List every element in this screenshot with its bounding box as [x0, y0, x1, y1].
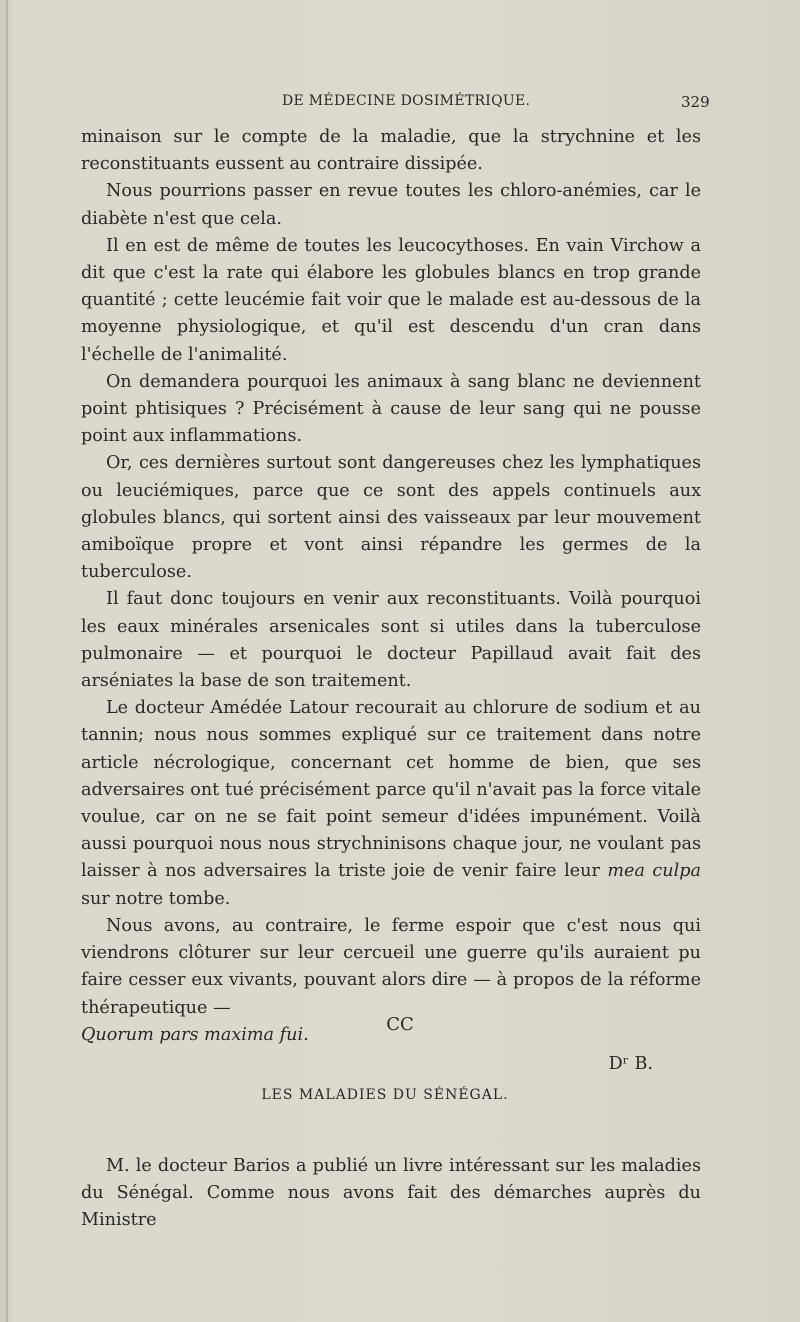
page-edge [6, 0, 8, 1322]
page-number: 329 [681, 93, 710, 111]
paragraph: minaison sur le compte de la maladie, que la strychnine et les reconstituants eussent au contraire dissipée. [81, 127, 701, 175]
italic-phrase: mea culpa [607, 861, 701, 882]
text-run: sur notre tombe. [81, 888, 231, 909]
paragraph: Il faut donc toujours en venir aux reconstituants. Voilà pourquoi les eaux minérales arsenicales sont si utiles dans la tuberculose pulmonaire — et pourquoi le docteur Papillaud avait fait des arséniates la base de son traitement. [81, 589, 701, 692]
paragraph: M. le docteur Barios a publié un livre intéressant sur les maladies du Sénégal. Comme nous avons fait des démarches auprès du Ministre [81, 1156, 701, 1231]
paragraph: Nous avons, au contraire, le ferme espoir que c'est nous qui viendrons clôturer sur leur cercueil une guerre qu'ils auraient pu faire cesser eux vivants, pouvant alors dire — à propos de la réforme thérapeutique — [81, 915, 701, 1018]
paragraph: On demandera pourquoi les animaux à sang blanc ne deviennent point phtisiques ? Précisément à cause de leur sang qui ne pousse point aux inflammations. [81, 371, 701, 447]
paragraph [81, 695, 701, 913]
section-number: CC [386, 1014, 414, 1035]
paragraph: Or, ces dernières surtout sont dangereuses chez les lymphatiques ou leuciémiques, parce que ce sont des appels continuels aux globules blancs, qui sortent ainsi des vaisseaux par leur mouvement amiboïque propre et vont ainsi répandre les germes de la tuberculose. [81, 453, 701, 583]
article-body-2 [81, 1153, 701, 1235]
italic-quote: Quorum pars maxima fui. [81, 1024, 309, 1045]
section-title: LES MALADIES DU SÉNÉGAL. [261, 1087, 509, 1103]
signature: Dʳ B. [608, 1053, 653, 1074]
paragraph: Nous pourrions passer en revue toutes les chloro-anémies, car le diabète n'est que cela. [81, 181, 701, 229]
running-header: DE MÉDECINE DOSIMÉTRIQUE. [282, 93, 531, 109]
text-run: Le docteur Amédée Latour recourait au chlorure de sodium et au tannin; nous nous sommes expliqué sur ce traitement dans notre article nécrologique, concernant cet homme de bien, que ses adversaires ont tué précisément parce qu'il n'avait pas la force vitale voulue, car on ne se fait point semeur d'idées impunément. Voilà aussi pourquoi nous nous strychninisons chaque jour, ne voulant pas laisser à nos adversaires la triste joie de venir faire leur [81, 698, 701, 882]
article-body [81, 124, 701, 1078]
paragraph: Il en est de même de toutes les leucocythoses. En vain Virchow a dit que c'est la rate qui élabore les globules blancs en trop grande quantité ; cette leucémie fait voir que le malade est au-dessous de la moyenne physiologique, et qu'il est descendu d'un cran dans l'échelle de l'animalité. [81, 235, 701, 365]
